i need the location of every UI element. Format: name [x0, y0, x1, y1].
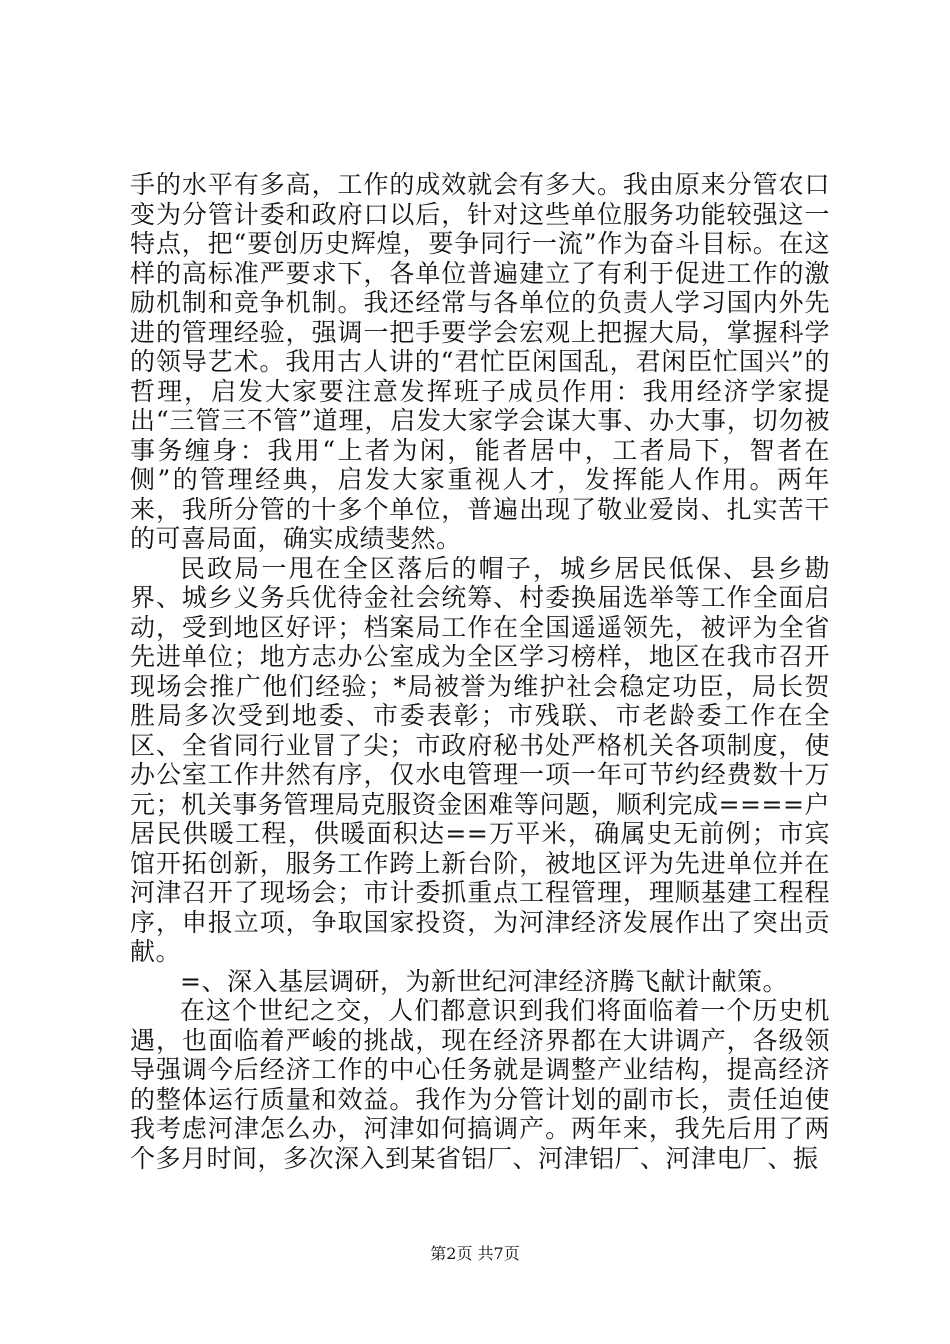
paragraph-achievements: 民政局一甩在全区落后的帽子，城乡居民低保、县乡勘界、城乡义务兵优待金社会统筹、村委换届选举等工作全面启动，受到地区好评；档案局工作在全国遥遥领先，被评为全省先进单位；地方志办公室成为全区学习榜样，地区在我市召开现场会推广他们经验；*局被誉为维护社会稳定功臣，局长贺胜局多次受到地委、市委表彰；市残联、市老龄委工作在全区、全省同行业冒了尖；市政府秘书处严格机关各项制度，使办公室工作井然有序，仅水电管理一项一年可节约经费数十万元；机关事务管理局克服资金困难等问题，顺利完成====户居民供暖工程，供暖面积达==万平米，确属史无前例；市宾馆开拓创新，服务工作跨上新台阶，被地区评为先进单位并在河津召开了现场会；市计委抓重点工程管理，理顺基建工程程序，申报立项，争取国家投资，为河津经济发展作出了突出贡献。 [130, 553, 830, 966]
paragraph-research: 在这个世纪之交，人们都意识到我们将面临着一个历史机遇，也面临着严峻的挑战，现在经济界都在大讲调产，各级领导强调今后经济工作的中心任务就是调整产业结构，提高经济的整体运行质量和效益。我作为分管计划的副市长，责任迫使我考虑河津怎么办，河津如何搞调产。两年来，我先后用了两个多月时间，多次深入到某省铝厂、河津铝厂、河津电厂、振 [130, 996, 830, 1173]
page-footer: 第2页 共7页 [430, 1244, 520, 1263]
document-body [130, 170, 830, 1173]
paragraph-continuation: 手的水平有多高，工作的成效就会有多大。我由原来分管农口变为分管计委和政府口以后，针对这些单位服务功能较强这一特点，把“要创历史辉煌，要争同行一流”作为奋斗目标。在这样的高标准严要求下，各单位普遍建立了有利于促进工作的激励机制和竞争机制。我还经常与各单位的负责人学习国内外先进的管理经验，强调一把手要学会宏观上把握大局，掌握科学的领导艺术。我用古人讲的“君忙臣闲国乱，君闲臣忙国兴”的哲理，启发大家要注意发挥班子成员作用：我用经济学家提出“三管三不管”道理，启发大家学会谋大事、办大事，切勿被事务缠身：我用“上者为闲，能者居中，工者局下，智者在侧”的管理经典，启发大家重视人才，发挥能人作用。两年来，我所分管的十多个单位，普遍出现了敬业爱岗、扎实苦干的可喜局面，确实成绩斐然。 [130, 170, 830, 553]
section-heading: =、深入基层调研，为新世纪河津经济腾飞献计献策。 [180, 966, 788, 996]
